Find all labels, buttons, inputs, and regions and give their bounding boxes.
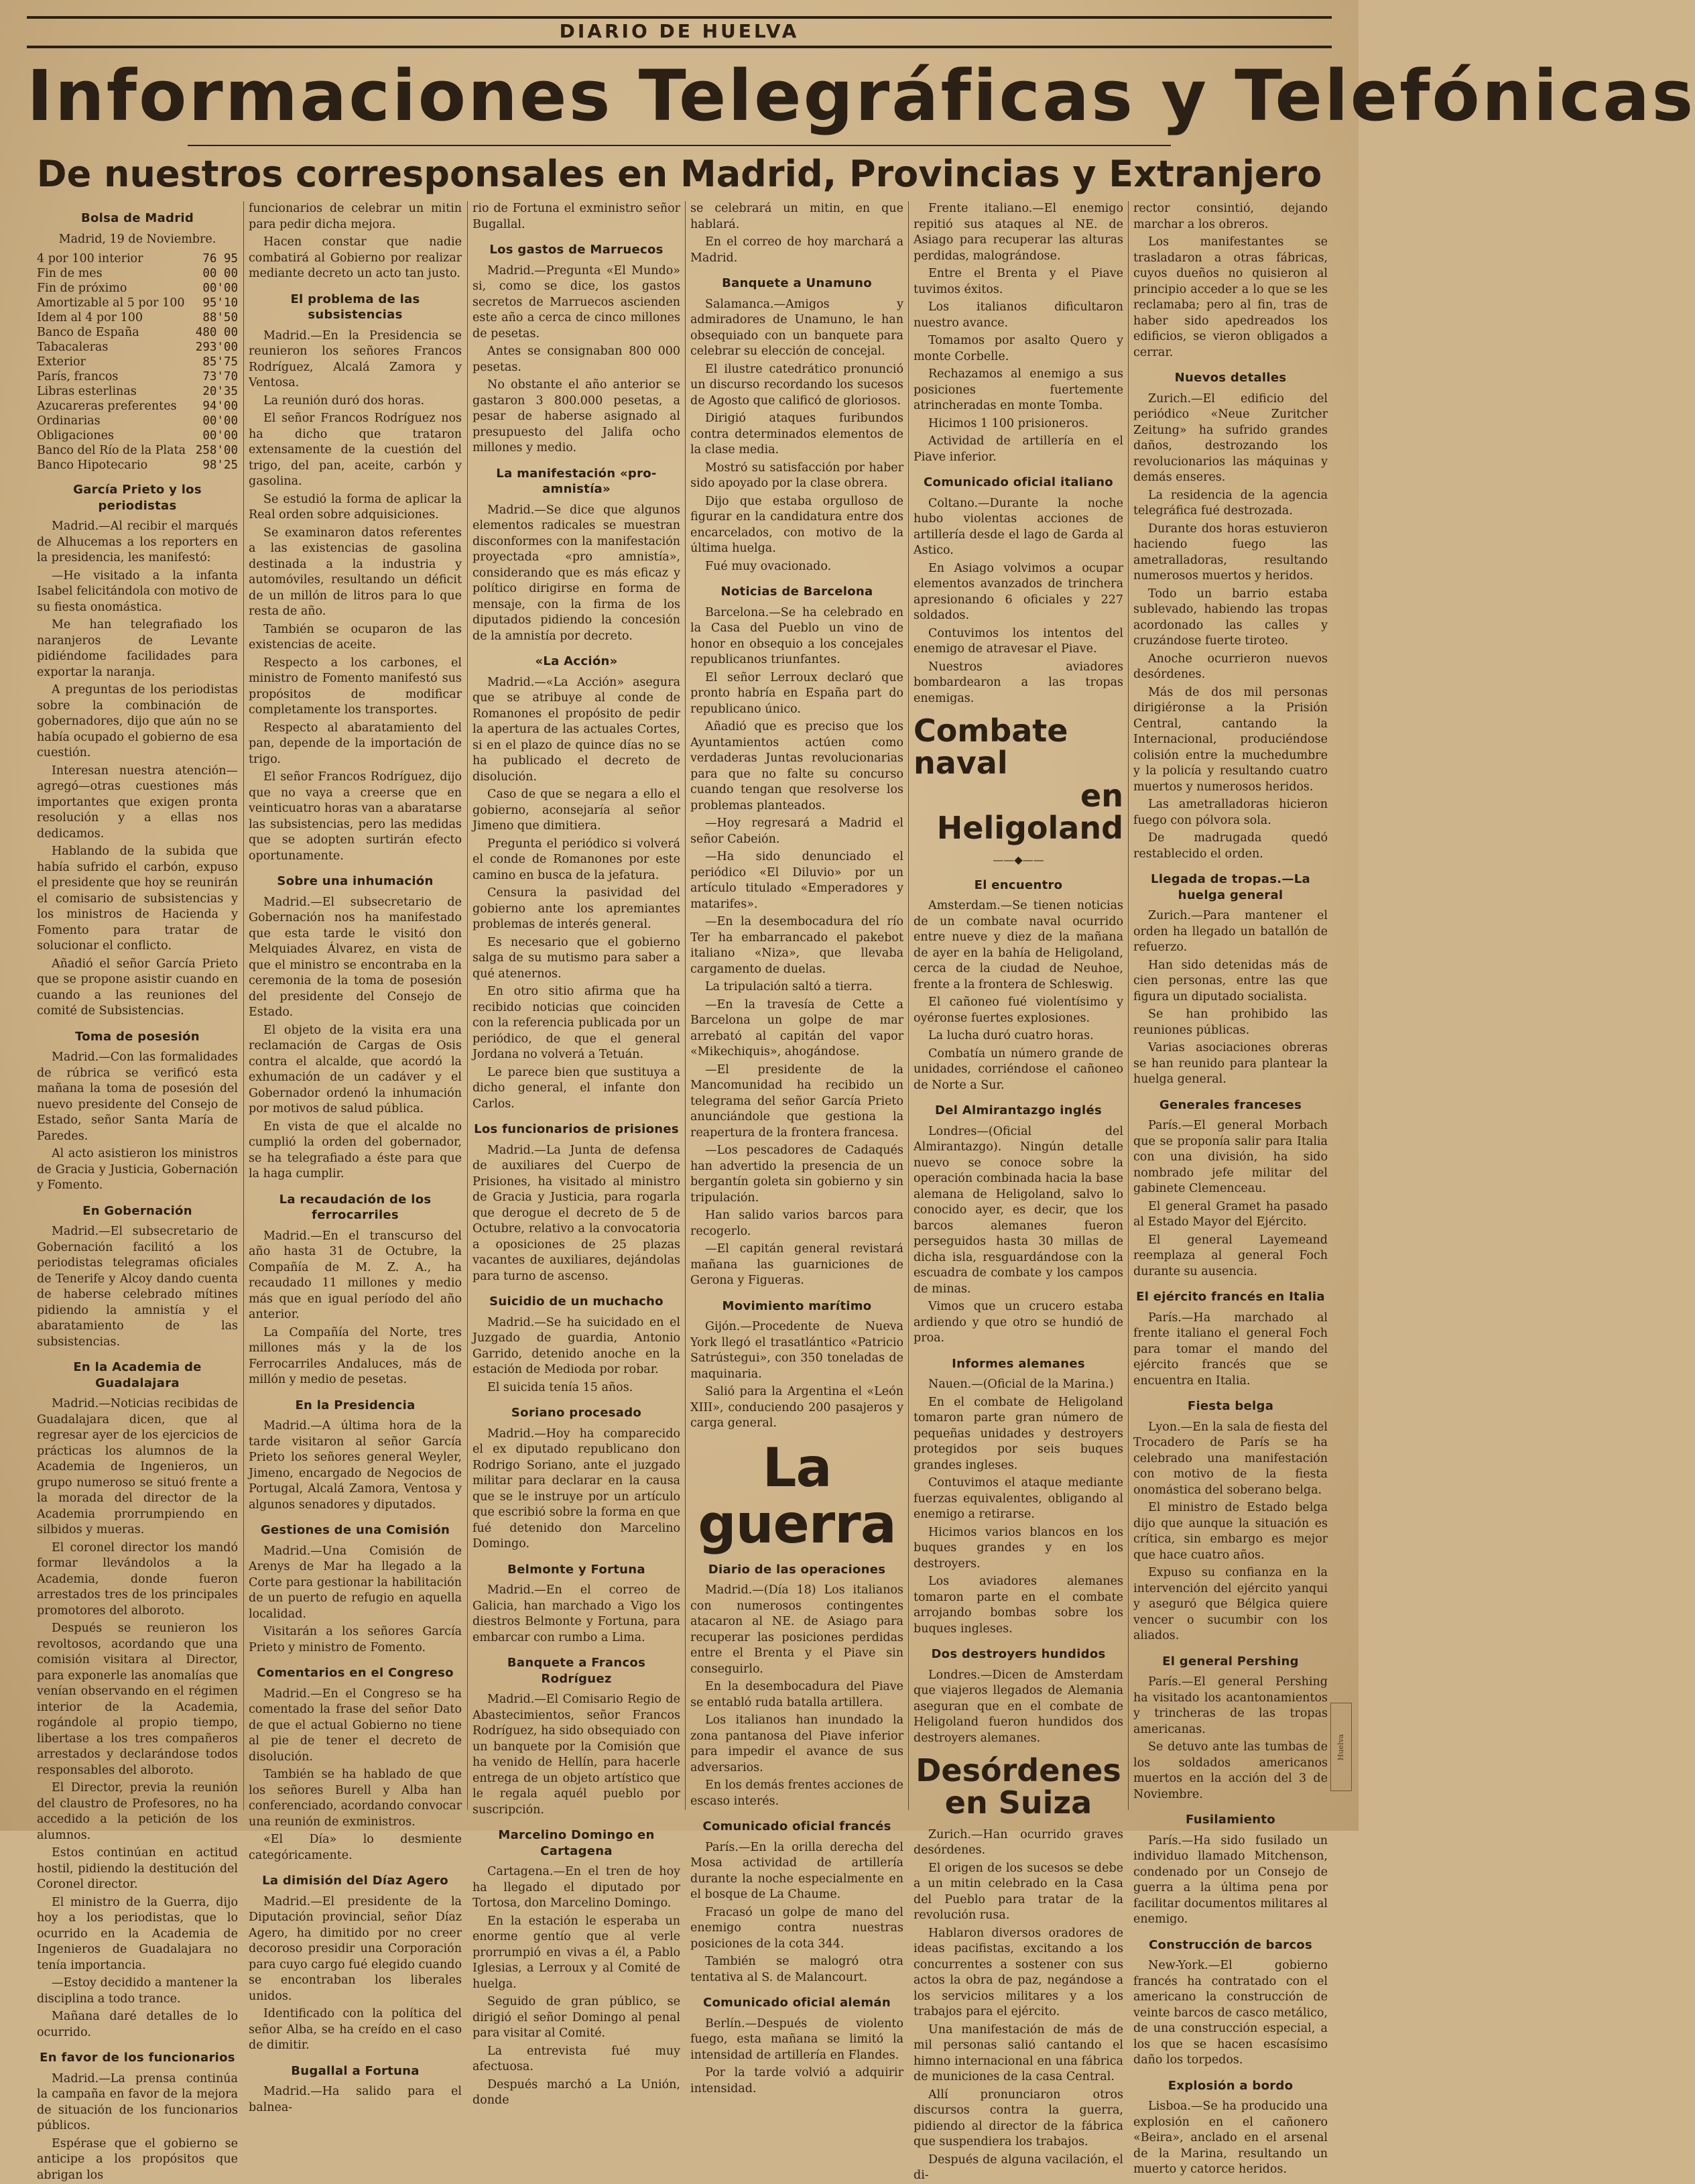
article-paragraph: El coronel director los mandó formar llevándolos a la Academia, donde fueron arrestados tres de los principales promotores del alboroto. <box>37 1540 238 1618</box>
article-paragraph: En la estación le esperaba un enorme gentío que al verle prorrumpió en vivas a él, a Pablo Iglesias, a Lerroux y al Comité de huelga. <box>473 1914 680 1991</box>
article-paragraph: Interesan nuestra atención—agregó—otras cuestiones más importantes que exigen pronta resolución y a ellas nos dedicamos. <box>37 764 238 841</box>
column-rule <box>1128 201 1129 1810</box>
stock-row: Ordinarias 00'00 <box>37 414 238 428</box>
article-paragraph: Después de alguna vacilación, el di- <box>914 2152 1123 2183</box>
article-paragraph: Madrid.—Una Comisión de Arenys de Mar ha llegado a la Corte para gestionar la habilitación de un puerto de refugio en aquella localidad. <box>249 1544 462 1621</box>
section-title: Comunicado oficial alemán <box>703 1996 891 2010</box>
article-paragraph: París.—El general Morbach que se proponía salir para Italia con una división, ha sido nombrado jefe militar del gabinete Clemenceau. <box>1133 1119 1328 1195</box>
article-paragraph: —He visitado a la infanta Isabel felicitándola con motivo de su fiesta onomástica. <box>37 568 238 614</box>
article-paragraph: Durante dos horas estuvieron haciendo fuego las ametralladoras, resultando numerosos muertos y heridos. <box>1133 522 1328 583</box>
article-paragraph: Hicimos 1 100 prisioneros. <box>928 416 1088 430</box>
column-3 <box>473 201 680 2107</box>
section-title: Generales franceses <box>1159 1097 1302 1112</box>
archive-stamp-label: Huelva <box>1336 1734 1346 1760</box>
article-paragraph: Madrid.—En la Presidencia se reunieron los señores Francos Rodríguez, Alcalá Zamora y Ventosa. <box>249 328 462 389</box>
article-paragraph: La entrevista fué muy afectuosa. <box>473 2044 680 2073</box>
article-paragraph: En vista de que el alcalde no cumplió la orden del gobernador, se ha telegrafiado a éste para que la haga cumplir. <box>249 1119 462 1180</box>
article-paragraph: Las ametralladoras hicieron fuego con pólvora sola. <box>1133 798 1328 827</box>
article-paragraph: No obstante el año anterior se gastaron 3 800.000 pesetas, a pesar de haberse asignado al presupuesto del Jalifa ocho millones y medio. <box>473 378 680 454</box>
column-rule <box>243 201 244 1810</box>
article-paragraph: Hicimos varios blancos en los buques grandes y en los destroyers. <box>914 1525 1123 1571</box>
article-paragraph: Dirigió ataques furibundos contra determinados elementos de la clase media. <box>690 412 903 457</box>
article-paragraph: Al acto asistieron los ministros de Gracia y Justicia, Gobernación y Fomento. <box>37 1147 238 1192</box>
section-title: Construcción de barcos <box>1149 1937 1312 1952</box>
article-paragraph: Varias asociaciones obreras se han reunido para plantear la huelga general. <box>1133 1041 1328 1086</box>
article-paragraph: En el combate de Heligoland tomaron parte gran número de pequeñas unidades y destroyers protegidos por seis buques grandes ingleses. <box>914 1395 1123 1472</box>
article-paragraph: —El presidente de la Mancomunidad ha recibido un telegrama del señor García Prieto anunciándole que gestiona la reapertura de la frontera francesa. <box>690 1063 903 1140</box>
article-paragraph: Seguido de gran público, se dirigió el señor Domingo al penal para visitar al Comité. <box>473 1995 680 2040</box>
article-paragraph: Mañana daré detalles de lo ocurrido. <box>37 2010 238 2039</box>
article-paragraph: París.—En la orilla derecha del Mosa actividad de artillería durante la noche especialmente en el bosque de La Chaume. <box>690 1840 903 1901</box>
article-paragraph: La reunión duró dos horas. <box>263 393 425 408</box>
section-headline-combate: Combate naval <box>914 713 1068 782</box>
article-paragraph: A preguntas de los periodistas sobre la combinación de gobernadores, dijo que aún no se había ocupado el gobierno de esa cuestión. <box>37 683 238 760</box>
article-paragraph: El general Gramet ha pasado al Estado Mayor del Ejército. <box>1133 1199 1328 1229</box>
article-paragraph: Los italianos han inundado la zona pantanosa del Piave inferior para impedir el avance de sus adversarios. <box>690 1713 903 1774</box>
section-title: Toma de posesión <box>75 1029 200 1044</box>
stock-table <box>37 251 238 473</box>
article-paragraph: —Ha sido denunciado el periódico «El Diluvio» por un artículo titulado «Emperadores y matarifes». <box>690 850 903 911</box>
section-title: En favor de los funcionarios <box>40 2051 235 2065</box>
stock-row: Libras esterlinas 20'35 <box>37 385 238 398</box>
article-paragraph: Le parece bien que sustituya a dicho general, el infante don Carlos. <box>473 1065 680 1111</box>
stock-row: París, francos 73'70 <box>37 370 238 383</box>
article-paragraph: Fué muy ovacionado. <box>705 559 832 573</box>
article-paragraph: Madrid.—Ha salido para el balnea- <box>249 2085 462 2114</box>
archive-stamp <box>1330 1703 1352 1791</box>
section-title: Belmonte y Fortuna <box>507 1562 645 1577</box>
article-paragraph: Nauen.—(Oficial de la Marina.) <box>928 1378 1114 1392</box>
article-paragraph: Respecto a los carbones, el ministro de Fomento manifestó sus propósitos de modificar completamente los transportes. <box>249 656 462 717</box>
section-title: En la Academia de Guadalajara <box>73 1360 202 1390</box>
article-paragraph: Gijón.—Procedente de Nueva York llegó el trasatlántico «Patricio Satrústegui», con 350 toneladas de maquinaria. <box>690 1320 903 1381</box>
article-paragraph: Respecto al abaratamiento del pan, depende de la importación de trigo. <box>249 721 462 766</box>
section-title: Marcelino Domingo en Cartagena <box>498 1828 655 1858</box>
page-headline: Informaciones Telegráficas y Telefónicas <box>27 55 1695 137</box>
article-paragraph: El señor Lerroux declaró que pronto habría en España part do republicano único. <box>690 670 903 716</box>
article-paragraph: Madrid.—El subsecretario de Gobernación facilitó a los periodistas telegramas oficiales de Tenerife y Alcoy dando cuenta de haberse celebrado mítines pidiendo la amnistía y el abaratamiento de las subsistencias. <box>37 1225 238 1349</box>
article-paragraph: Madrid.—A última hora de la tarde visitaron al señor García Prieto los señores general Weyler, Jimeno, encargado de Negocios de Portugal, Alcalá Zamora, Ventosa y algunos senadores y diputados. <box>249 1419 462 1512</box>
article-paragraph: En Asiago volvimos a ocupar elementos avanzados de trinchera apresionando 6 oficiales y 227 soldados. <box>914 561 1123 622</box>
article-paragraph: Anoche ocurrieron nuevos desórdenes. <box>1133 652 1328 681</box>
section-title: Bolsa de Madrid <box>80 211 194 225</box>
article-paragraph: El señor Francos Rodríguez, dijo que no vaya a creerse que en veinticuatro horas van a abaratarse las subsistencias, pero las medidas que se adopten surtirán efecto oportunamente. <box>249 770 462 863</box>
article-paragraph: Madrid.—Noticias recibidas de Guadalajara dicen, que al regresar ayer de los ejercicios de prácticas los alumnos de la Academia de Ingenieros, un grupo numeroso se situó frente a la morada del director de la Academia prorrumpiendo en silbidos y mueras. <box>37 1397 238 1536</box>
column-rule <box>685 201 686 1810</box>
article-paragraph: Se examinaron datos referentes a las existencias de gasolina destinada a la industria y automóviles, resultando un déficit de un millón de litros para lo que resta de año. <box>249 526 462 618</box>
article-paragraph: Berlín.—Después de violento fuego, esta mañana se limitó la intensidad de artillería en Flandes. <box>690 2016 903 2062</box>
article-paragraph: De madrugada quedó restablecido el orden. <box>1133 831 1328 861</box>
article-paragraph: «El Día» lo desmiente categóricamente. <box>249 1833 462 1862</box>
section-title: El ejército francés en Italia <box>1136 1290 1325 1304</box>
article-paragraph: El cañoneo fué violentísimo y oyéronse fuertes explosiones. <box>914 995 1123 1025</box>
article-paragraph: El origen de los sucesos se debe a un mitin celebrado en la Casa del Pueblo para tratar de la revolución rusa. <box>914 1861 1123 1923</box>
article-paragraph: Expuso su confianza en la intervención del ejército yanqui y aseguró que Bélgica quiere vencer o sucumbir con los aliados. <box>1133 1566 1328 1642</box>
article-paragraph: Han sido detenidas más de cien personas, entre las que figura un diputado socialista. <box>1133 958 1328 1004</box>
article-paragraph: —El capitán general revistará mañana las guarniciones de Gerona y Figueras. <box>690 1242 903 1287</box>
article-paragraph: Caso de que se negara a ello el gobierno, aconsejaría al señor Jimeno que dimitiera. <box>473 788 680 833</box>
article-paragraph: —Estoy decidido a mantener la disciplina a todo trance. <box>37 1976 238 2006</box>
stock-row: Idem al 4 por 100 88'50 <box>37 311 238 324</box>
page-subheadline: De nuestros corresponsales en Madrid, Provincias y Extranjero <box>36 153 1322 195</box>
masthead-rule <box>27 46 1332 48</box>
article-paragraph: En la desembocadura del Piave se entabló ruda batalla artillera. <box>690 1680 903 1709</box>
stock-row: Tabacaleras 293'00 <box>37 341 238 354</box>
article-paragraph: Madrid.—La Junta de defensa de auxiliares del Cuerpo de Prisiones, ha visitado al ministro de Gracia y Justicia, para rogarla que derogue el decreto de 5 de Octubre, relativo a la convocatoria a oposiciones de 25 plazas vacantes de auxiliares, dejándolas para turno de ascenso. <box>473 1143 680 1283</box>
section-headline-suiza: Desórdenes en Suiza <box>916 1752 1121 1821</box>
column-1 <box>37 201 238 2182</box>
article-paragraph: Madrid.—Se dice que algunos elementos radicales se muestran disconformes con la manifestación proyectada «pro amnistía», considerando que es más eficaz y político dirigirse en forma de mensaje, con la firma de los diputados pidiendo la concesión de la amnistía por decreto. <box>473 503 680 643</box>
article-paragraph: Zurich.—Para mantener el orden ha llegado un batallón de refuerzo. <box>1133 909 1328 954</box>
article-paragraph: Allí pronunciaron otros discursos contra la guerra, pidiendo al director de la fábrica que suspendiera los trabajos. <box>914 2087 1123 2149</box>
stock-row: Fin de mes 00 00 <box>37 267 238 280</box>
article-paragraph: Hablaron diversos oradores de ideas pacifistas, excitando a los concurrentes a sostener con sus actos la obra de paz, negándose a los servicios militares y a los trabajos para el ejército. <box>914 1926 1123 2019</box>
article-paragraph: La Compañía del Norte, tres millones más y la de los Ferrocarriles Andaluces, más de millón y medio de pesetas. <box>249 1325 462 1386</box>
section-title: Banquete a Francos Rodríguez <box>507 1656 646 1686</box>
article-paragraph: Los aviadores alemanes tomaron parte en el combate arrojando bombas sobre los buques ingleses. <box>914 1575 1123 1636</box>
article-paragraph: También se ha hablado de que los señores Burell y Alba han conferenciado, acordando convocar una reunión de exministros. <box>249 1768 462 1829</box>
section-headline-la-guerra: La guerra <box>698 1436 896 1555</box>
article-paragraph: Madrid.—En el Congreso se ha comentado la frase del señor Dato de que el actual Gobierno no tiene al pie de tener el decreto de disolución. <box>249 1687 462 1764</box>
article-paragraph: París.—Ha marchado al frente italiano el general Foch para tomar el mando del ejército francés que se encuentra en Italia. <box>1133 1311 1328 1388</box>
article-paragraph: Antes se consignaban 800 000 pesetas. <box>473 345 680 374</box>
masthead: DIARIO DE HUELVA <box>559 20 800 42</box>
article-paragraph: El Director, previa la reunión del claustro de Profesores, no ha accedido a la petición de los alumnos. <box>37 1781 238 1842</box>
article-paragraph: El ministro de Estado belga dijo que aunque la situación es crítica, sin embargo es mejor que hace cuatro años. <box>1133 1501 1328 1562</box>
stock-row: 4 por 100 interior 76 95 <box>37 252 238 265</box>
article-paragraph: —En la travesía de Cette a Barcelona un golpe de mar arrebató al capitán del vapor «Mikechiquis», ahogándose. <box>690 997 903 1058</box>
stock-row: Amortizable al 5 por 100 95'10 <box>37 296 238 310</box>
article-paragraph: Lyon.—En la sala de fiesta del Trocadero de París se ha celebrado una manifestación con motivo de la fiesta onomástica del soberano belga. <box>1133 1420 1328 1497</box>
article-paragraph: Madrid.—El presidente de la Diputación provincial, señor Díaz Agero, ha dimitido por no creer decoroso presidir una Corporación para cuyo cargo fué elegido cuando se encontraban los liberales unidos. <box>249 1894 462 2003</box>
article-paragraph: Lisboa.—Se ha producido una explosión en el cañonero «Beira», anclado en el arsenal de la Marina, resultando un muerto y catorce heridos. <box>1133 2100 1328 2176</box>
section-title: Noticias de Barcelona <box>720 585 873 599</box>
article-paragraph: Mostró su satisfacción por haber sido apoyado por la clase obrera. <box>690 461 903 490</box>
section-title: El encuentro <box>974 877 1063 892</box>
article-paragraph: Contuvimos el ataque mediante fuerzas equivalentes, obligando al enemigo a retirarse. <box>914 1476 1123 1522</box>
section-title: Nuevos detalles <box>1174 371 1287 385</box>
article-paragraph: Por la tarde volvió a adquirir intensidad. <box>690 2066 903 2096</box>
article-paragraph: Madrid.—Se ha suicidado en el Juzgado de guardia, Antonio Garrido, detenido anoche en la estación de Medioda por robar. <box>473 1315 680 1376</box>
section-title: Informes alemanes <box>952 1356 1085 1371</box>
article-paragraph: —En la desembocadura del río Ter ha embarrancado el pakebot italiano «Niza», que llevaba cargamento de duelas. <box>690 915 903 976</box>
article-paragraph: Vimos que un crucero estaba ardiendo y que otro se hundió de proa. <box>914 1300 1123 1345</box>
article-paragraph: Zurich.—Han ocurrido graves desórdenes. <box>914 1827 1123 1858</box>
article-paragraph: Zurich.—El edificio del periódico «Neue Zuritcher Zeitung» ha sufrido grandes daños, destrozando los revolucionarios las máquinas y demás enseres. <box>1133 391 1328 484</box>
article-paragraph: Londres—(Oficial del Almirantazgo). Ningún detalle nuevo se conoce sobre la operación combinada hacia la base alemana de Heligoland, salvo lo conocido ayer, es decir, que los barcos alemanes fueron perseguidos hasta 30 millas de dicha isla, resguardándose con la escuadra de combate y los campos de minas. <box>914 1124 1123 1296</box>
section-title: Fusilamiento <box>1186 1813 1275 1827</box>
article-paragraph: La tripulación saltó a tierra. <box>705 980 873 993</box>
article-paragraph: El señor Francos Rodríguez nos ha dicho que trataron extensamente de la cuestión del trigo, del pan, aceite, carbón y gasolina. <box>249 412 462 488</box>
section-title: Comunicado oficial italiano <box>924 475 1113 489</box>
article-paragraph: Añadió el señor García Prieto que se propone asistir cuando en cuando a las reuniones del comité de Subsistencias. <box>37 957 238 1018</box>
article-paragraph: Frente italiano.—El enemigo repitió sus ataques al NE. de Asiago para recuperar las alturas perdidas, malográndose. <box>914 202 1123 263</box>
section-title: Fiesta belga <box>1187 1399 1274 1413</box>
article-paragraph: París.—Ha sido fusilado un individuo llamado Mitchenson, condenado por un Consejo de guerra a la última pena por facilitar documentos militares al enemigo. <box>1133 1833 1328 1926</box>
article-paragraph: Actividad de artillería en el Piave inferior. <box>914 434 1123 464</box>
article-paragraph: Identificado con la política del señor Alba, se ha creído en el caso de dimitir. <box>249 2007 462 2052</box>
column-6 <box>1133 201 1328 2176</box>
article-paragraph: Tomamos por asalto Quero y monte Corbelle. <box>914 334 1123 363</box>
article-paragraph: La lucha duró cuatro horas. <box>928 1029 1094 1043</box>
section-title: El general Pershing <box>1162 1654 1299 1669</box>
section-title: Dos destroyers hundidos <box>931 1647 1106 1662</box>
article-paragraph: Coltano.—Durante la noche hubo violentas acciones de artillería desde el lago de Garda al Astico. <box>914 496 1123 557</box>
article-paragraph: Madrid.—«La Acción» asegura que se atribuye al conde de Romanones el propósito de pedir la apertura de las actuales Cortes, si en el plazo de quince días no se ha publicado el decreto de disolución. <box>473 675 680 784</box>
article-paragraph: Todo un barrio estaba sublevado, habiendo las tropas acordonado las calles y cruzándose fuerte tiroteo. <box>1133 587 1328 648</box>
article-paragraph: El general Layemeand reemplaza al general Foch durante su ausencia. <box>1133 1233 1328 1278</box>
article-paragraph: Pregunta el periódico si volverá el conde de Romanones por este camino en busca de la jefatura. <box>473 837 680 882</box>
article-paragraph: rio de Fortuna el exministro señor Bugallal. <box>473 202 680 231</box>
top-rule <box>27 16 1332 19</box>
section-title: El problema de las subsistencias <box>290 292 420 322</box>
section-title: Gestiones de una Comisión <box>260 1523 450 1537</box>
article-paragraph: Una manifestación de más de mil personas salió cantando el himno internacional en una fábrica de municiones de la casa Central. <box>914 2022 1123 2084</box>
article-paragraph: Más de dos mil personas dirigiéronse a la Prisión Central, cantando la Internacional, produciéndose colisión entre la muchedumbre y la policía y resultando cuatro muertos y numerosos heridos. <box>1133 685 1328 794</box>
article-paragraph: Se detuvo ante las tumbas de los soldados americanos muertos en la acción del 3 de Noviembre. <box>1133 1740 1328 1801</box>
article-paragraph: La residencia de la agencia telegráfica fué destrozada. <box>1133 488 1328 518</box>
article-paragraph: Amsterdam.—Se tienen noticias de un combate naval ocurrido entre nueve y diez de la mañana de ayer en la bahía de Heligoland, cerca de la ciudad de Neuhoe, frente a la frontera de Schleswig. <box>914 899 1123 991</box>
section-title: Sobre una inhumación <box>277 874 434 888</box>
stock-row: Banco del Río de la Plata 258'00 <box>37 444 238 457</box>
stock-row: Fin de próximo 00'00 <box>37 282 238 295</box>
section-title: Del Almirantazgo inglés <box>934 1103 1103 1118</box>
column-4 <box>690 201 903 2096</box>
article-paragraph: Cartagena.—En el tren de hoy ha llegado el diputado por Tortosa, don Marcelino Domingo. <box>473 1865 680 1910</box>
article-paragraph: rector consintió, dejando marchar a los obreros. <box>1133 202 1328 231</box>
article-paragraph: Madrid.—Pregunta «El Mundo» si, como se dice, los gastos secretos de Marruecos ascienden este año a cerca de cinco millones de pesetas. <box>473 263 680 341</box>
article-paragraph: Madrid.—Al recibir el marqués de Alhucemas a los reporters en la presidencia, les manifestó: <box>37 520 238 564</box>
stock-row: Exterior 85'75 <box>37 355 238 369</box>
article-paragraph: Han salido varios barcos para recogerlo. <box>690 1209 903 1238</box>
article-paragraph: New-York.—El gobierno francés ha contratado con el americano la construcción de veinte barcos de casco metálico, de una construcción especial, a los que se hacen escasísimo daño los torpedos. <box>1133 1959 1328 2067</box>
article-paragraph: Se han prohibido las reuniones públicas. <box>1133 1008 1328 1037</box>
article-paragraph: Me han telegrafiado los naranjeros de Levante pidiéndome facilidades para exportar la naranja. <box>37 618 238 679</box>
article-paragraph: También se ocuparon de las existencias de aceite. <box>249 622 462 652</box>
article-paragraph: Los manifestantes se trasladaron a otras fábricas, cuyos dueños no quisieron al principio acceder a lo que se les reclamaba; pero al fin, tras de haber sido apedreados los edificios, se vieron obligados a cerrar. <box>1133 235 1328 359</box>
article-paragraph: El suicida tenía 15 años. <box>487 1380 633 1394</box>
section-title: La recaudación de los ferrocarriles <box>279 1192 432 1222</box>
section-title: «La Acción» <box>535 654 618 668</box>
section-title: La manifestación «pro-amnistía» <box>496 466 657 496</box>
article-paragraph: se celebrará un mitin, en que hablará. <box>690 202 903 231</box>
article-paragraph: Los italianos dificultaron nuestro avance. <box>914 300 1123 330</box>
section-title: Banquete a Unamuno <box>722 276 872 290</box>
stock-row: Banco Hipotecario 98'25 <box>37 459 238 472</box>
section-title: Soriano procesado <box>511 1406 642 1420</box>
article-paragraph: Después marchó a La Unión, donde <box>473 2077 680 2107</box>
section-title: Diario de las operaciones <box>708 1562 886 1577</box>
article-paragraph: Contuvimos los intentos del enemigo de atravesar el Piave. <box>914 626 1123 656</box>
article-paragraph: Después se reunieron los revoltosos, acordando que una comisión visitara al Director, para exponerle las anomalías que venían observando en el régimen interior de la Academia, rogándole al propio tiempo, libertase a los tres compañeros arrestados y declarándose todos responsables del alboroto. <box>37 1622 238 1777</box>
article-paragraph: Londres.—Dicen de Amsterdam que viajeros llegados de Alemania aseguran que en el combate de Heligoland fueron hundidos dos destroyers alemanes. <box>914 1668 1123 1745</box>
dateline: Madrid, 19 de Noviembre. <box>58 232 216 246</box>
article-paragraph: París.—El general Pershing ha visitado los acantonamientos y trincheras de las tropas americanas. <box>1133 1675 1328 1736</box>
article-paragraph: En otro sitio afirma que ha recibido noticias que coinciden con la referencia publicada por un periódico, de que el general Jordana no volverá a Tetuán. <box>473 985 680 1061</box>
section-title: Llegada de tropas.—La huelga general <box>1151 872 1310 902</box>
section-title: Los funcionarios de prisiones <box>474 1122 679 1136</box>
section-title: Comunicado oficial francés <box>702 1819 891 1833</box>
article-paragraph: El objeto de la visita era una reclamación de Cargas de Osis contra el alcalde, que acordó la exhumación de un cadáver y el Gobernador ordenó la inhumación por motivos de salud pública. <box>249 1023 462 1115</box>
stock-row: Obligaciones 00'00 <box>37 429 238 442</box>
column-5 <box>914 201 1123 2183</box>
article-paragraph: También se malogró otra tentativa al S. de Malancourt. <box>690 1955 903 1984</box>
section-title: Suicidio de un muchacho <box>489 1294 664 1309</box>
article-paragraph: Madrid.—La prensa continúa la campaña en favor de la mejora de situación de los funcionarios públicos. <box>37 2071 238 2132</box>
section-title: Explosión a bordo <box>1168 2078 1294 2093</box>
headline-rule <box>188 145 1171 146</box>
stock-row: Azucareras preferentes 94'00 <box>37 400 238 413</box>
column-rule <box>467 201 468 1810</box>
article-paragraph: Es necesario que el gobierno salga de su mutismo para saber a qué atenernos. <box>473 935 680 981</box>
ornament-divider: ——◆—— <box>993 853 1044 867</box>
section-title: La dimisión del Díaz Agero <box>262 1874 448 1888</box>
article-paragraph: Rechazamos al enemigo a sus posiciones fuertemente atrincheradas en monte Tomba. <box>914 367 1123 412</box>
article-paragraph: Espérase que el gobierno se anticipe a los propósitos que abrigan los <box>37 2136 238 2182</box>
article-paragraph: El ilustre catedrático pronunció un discurso recordando los sucesos de Agosto que calificó de gloriosos. <box>690 362 903 408</box>
article-paragraph: —Hoy regresará a Madrid el señor Cabeión. <box>690 816 903 846</box>
article-paragraph: En los demás frentes acciones de escaso interés. <box>690 1778 903 1808</box>
article-paragraph: Se estudió la forma de aplicar la Real orden sobre adquisiciones. <box>249 492 462 522</box>
article-paragraph: Combatía un número grande de unidades, corriéndose el cañoneo de Norte a Sur. <box>914 1046 1123 1092</box>
article-paragraph: Madrid.—Hoy ha comparecido el ex diputado republicano don Rodrigo Soriano, ante el juzgado militar para declarar en la causa que se le instruye por un artículo que escribió sobre la forma en que fué detenido don Marcelino Domingo. <box>473 1427 680 1551</box>
article-paragraph: Estos continúan en actitud hostil, pidiendo la destitución del Coronel director. <box>37 1846 238 1891</box>
article-paragraph: Entre el Brenta y el Piave tuvimos éxitos. <box>914 267 1123 296</box>
column-rule <box>908 201 909 1810</box>
article-paragraph: —Los pescadores de Cadaqués han advertido la presencia de un bergantín goleta sin gobierno y sin tripulación. <box>690 1144 903 1205</box>
article-paragraph: Madrid.—Con las formalidades de rúbrica se verificó esta mañana la toma de posesión del nuevo presidente del Consejo de Estado, señor Santa María de Paredes. <box>37 1050 238 1143</box>
section-title: En la Presidencia <box>295 1398 416 1412</box>
article-paragraph: Madrid.—En el transcurso del año hasta 31 de Octubre, la Compañía de M. Z. A., ha recaudado 11 millones y medio más que en igual período del año anterior. <box>249 1229 462 1321</box>
article-paragraph: Hablando de la subida que había sufrido el carbón, expuso el presidente que hoy se reunirán el comisario de subsistencias y los ministros de Hacienda y Fomento para tratar de solucionar el conflicto. <box>37 845 238 953</box>
article-paragraph: El ministro de la Guerra, dijo hoy a los periodistas, que lo ocurrido en la Academia de Ingenieros de Guadalajara no tenía importancia. <box>37 1895 238 1972</box>
article-paragraph: Censura la pasividad del gobierno ante los apremiantes problemas de interés general. <box>473 886 680 931</box>
article-paragraph: Visitarán a los señores García Prieto y ministro de Fomento. <box>249 1625 462 1654</box>
article-paragraph: Fracasó un golpe de mano del enemigo contra nuestras posiciones de la cota 344. <box>690 1905 903 1951</box>
section-title: Los gastos de Marruecos <box>489 243 664 257</box>
article-paragraph: Hacen constar que nadie combatirá al Gobierno por realizar mediante decreto un acto tan justo. <box>249 235 462 280</box>
article-paragraph: Dijo que estaba orgulloso de figurar en la candidatura entre dos encarcelados, con motivo de la última huelga. <box>690 494 903 555</box>
article-paragraph: funcionarios de celebrar un mitin para pedir dicha mejora. <box>249 202 462 231</box>
article-paragraph: Nuestros aviadores bombardearon a las tropas enemigas. <box>914 660 1123 705</box>
section-title: Comentarios en el Congreso <box>257 1666 454 1680</box>
section-title: Bugallal a Fortuna <box>291 2063 420 2078</box>
column-2 <box>249 201 462 2114</box>
article-paragraph: Madrid.—El Comisario Regio de Abastecimientos, señor Francos Rodríguez, ha sido obsequiado con un banquete por la Comisión que ha venido de Hellín, para hacerle entrega de un objeto artístico que le regala aquél pueblo por suscripción. <box>473 1693 680 1817</box>
article-paragraph: En el correo de hoy marchará a Madrid. <box>690 235 903 265</box>
article-paragraph: Añadió que es preciso que los Ayuntamientos actúen como verdaderas Juntas revolucionarias para que no falte su concurso cuando tengan que resolverse los problemas planteados. <box>690 720 903 812</box>
article-paragraph: Salió para la Argentina el «León XIII», conduciendo 200 pasajeros y carga general. <box>690 1385 903 1430</box>
article-paragraph: Salamanca.—Amigos y admiradores de Unamuno, le han obsequiado con un banquete para celebrar su elección de concejal. <box>690 297 903 358</box>
section-title: García Prieto y los periodistas <box>73 483 202 513</box>
section-title: En Gobernación <box>82 1203 192 1218</box>
article-paragraph: Madrid.—En el correo de Galicia, han marchado a Vigo los diestros Belmonte y Fortuna, para embarcar con rumbo a Lima. <box>473 1583 680 1644</box>
article-paragraph: Barcelona.—Se ha celebrado en la Casa del Pueblo un vino de honor en obsequio a los concejales republicanos triunfantes. <box>690 605 903 666</box>
section-title: Movimiento marítimo <box>722 1298 872 1313</box>
article-paragraph: Madrid.—(Día 18) Los italianos con numerosos contingentes atacaron al NE. de Asiago para recuperar las posiciones perdidas entre el Brenta y el Piave sin conseguirlo. <box>690 1583 903 1676</box>
article-paragraph: Madrid.—El subsecretario de Gobernación nos ha manifestado que esta tarde le visitó don Melquiades Álvarez, en vista de que el ministro se encontraba en la ceremonia de la toma de posesión del presidente del Consejo de Estado. <box>249 895 462 1019</box>
stock-row: Banco de España 480 00 <box>37 326 238 339</box>
section-headline-heligoland: en Heligoland <box>936 777 1123 846</box>
